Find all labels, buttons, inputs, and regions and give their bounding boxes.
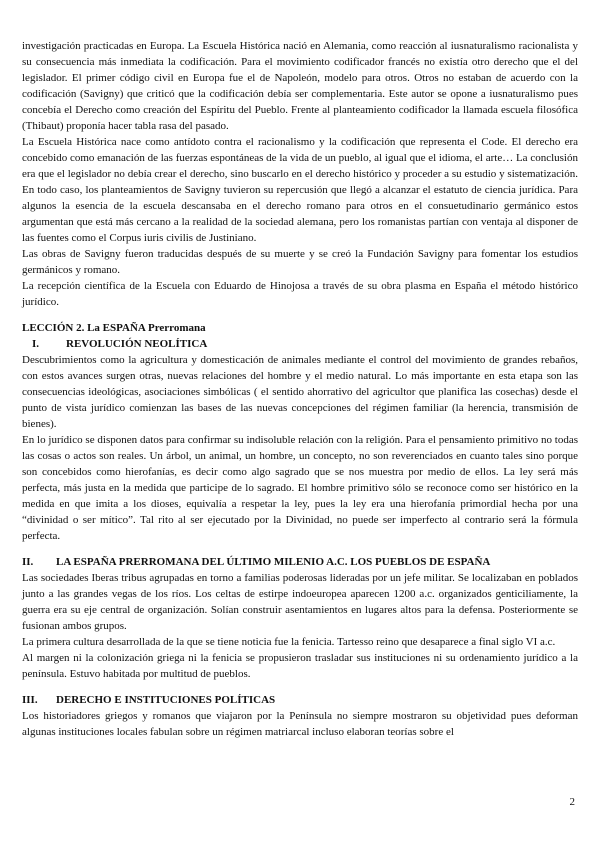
spacer — [22, 310, 578, 320]
section-1-paragraph-2: En lo jurídico se disponen datos para confirmar su indisoluble relación con la religión. Para el pensamiento primitivo no todas las cosas o actos son reales. Un árbol, un animal, un hombre, un concepto, no son reverenciados en cuanto tales sino porque son concebidos como hierofanías, es decir como algo sagrado que se nos muestra por medio de ellos. La ley será más perfecta, más justa en la medida que participe de lo sagrado. El hombre primitivo sólo se reconoce como ser histórico en la medida en que imita a los dioses, equivalía a respetar la ley, pues la ley era una hierofanía primordial hecha por una “divinidad o ser mítico”. Tal rito al ser ejecutado por la Divinidad, no puede ser imperfecto al contrario será la fórmula perfecta. — [22, 434, 578, 542]
section-2-number: II. — [22, 556, 34, 568]
section-2-title: LA ESPAÑA PRERROMANA DEL ÚLTIMO MILENIO A.C. LOS PUEBLOS DE ESPAÑA — [56, 556, 491, 568]
section-2-paragraph-3: Al margen ni la colonización griega ni la fenicia se propusieron trasladar sus instituciones ni su ordenamiento jurídico a la península. Estuvo habitada por multitud de pueblos. — [22, 652, 578, 680]
section-2-heading — [22, 554, 578, 570]
intro-paragraph-2: La Escuela Histórica nace como antídoto contra el racionalismo y la codificación que representa el Code. El derecho era concebido como emanación de las fuerzas espontáneas de la vida de un pueblo, al igual que el idioma, el arte… La conclusión era que el legislador no debía crear el derecho, sino buscarlo en el derecho histórico y proceder a su estudio y sistematización. En todo caso, los planteamientos de Savigny tuvieron su repercusión que llegó a alcanzar el estatuto de ciencia jurídica. Para algunos la esencia de la escuela descansaba en el derecho romano para otros en el consuetudinario germánico estos argumentan que está más cercano a la realidad de la sociedad alemana, pero los romanistas partían con ventaja al disponer de las fuentes como el Corpus iuris civilis de Justiniano. — [22, 136, 578, 244]
section-1-heading — [22, 336, 578, 352]
section-2-paragraph-1: Las sociedades Iberas tribus agrupadas en torno a familias poderosas lideradas por un jefe militar. Se localizaban en poblados junto a las grandes vegas de los ríos. Los celtas de estirpe indoeuropea aparecen 1200 a.c. organizados genticiliamente, la guerra era su eje central de organización. Solían construir asentamientos en lugares altos para la defensa. Posteriormente se fusionan ambos grupos. — [22, 572, 578, 632]
section-2-paragraph-2: La primera cultura desarrollada de la que se tiene noticia fue la fenicia. Tartesso reino que desaparece a final siglo VI a.c. — [22, 636, 556, 648]
section-1-title: REVOLUCIÓN NEOLÍTICA — [66, 338, 208, 350]
intro-paragraph-1: investigación practicadas en Europa. La Escuela Histórica nació en Alemania, como reacción al iusnaturalismo racionalista y su consecuencia más inmediata la codificación. Para el movimiento codificador francés no existía otro derecho que el del legislador. El primer código civil en Europa fue el de Napoleón, modelo para otros. Otros no estaban de acuerdo con la codificación (Savigny) que criticó que la codificación debía ser complementaria. Este autor se opone a iusnaturalismo pues concebía el Derecho como creación del Espíritu del Pueblo. Frente al planteamiento codificador la llamada escuela filosófica (Thibaut) proponía hacer tabla rasa del pasado. — [22, 40, 578, 132]
section-3-paragraph-1: Los historiadores griegos y romanos que viajaron por la Península no siempre mostraron su objetividad pues deforman algunas instituciones locales fabulan sobre un régimen matriarcal incluso elaboran teorías sobre el — [22, 710, 578, 738]
lesson-title: LECCIÓN 2. La ESPAÑA Prerromana — [22, 322, 206, 334]
intro-paragraph-4: La recepción científica de la Escuela con Eduardo de Hinojosa a través de su obra plasma en España el método histórico jurídico. — [22, 280, 578, 308]
intro-paragraph-3: Las obras de Savigny fueron traducidas después de su muerte y se creó la Fundación Savigny para fomentar los estudios germánicos y romano. — [22, 248, 578, 276]
document-page — [22, 38, 578, 740]
spacer — [22, 682, 578, 692]
page-number: 2 — [569, 796, 575, 808]
section-3-heading — [22, 692, 578, 708]
spacer — [22, 544, 578, 554]
section-1-paragraph-1: Descubrimientos como la agricultura y domesticación de animales mediante el control del movimiento de grandes rebaños, con estos avances surgen otras, nuevas relaciones del hombre y el medio natural. Lo más importante en esta etapa son las consecuencias ideológicas, asociaciones simbólicas ( el sentido ahorrativo del agricultor que planifica las cosechas) desde el punto de vista jurídico comienzan las bases de las nuevas concepciones del régimen familiar (la herencia, transmisión de bienes). — [22, 354, 578, 430]
section-1-number: I. — [32, 338, 40, 350]
section-3-title: DERECHO E INSTITUCIONES POLÍTICAS — [56, 694, 276, 706]
section-3-number: III. — [22, 694, 38, 706]
